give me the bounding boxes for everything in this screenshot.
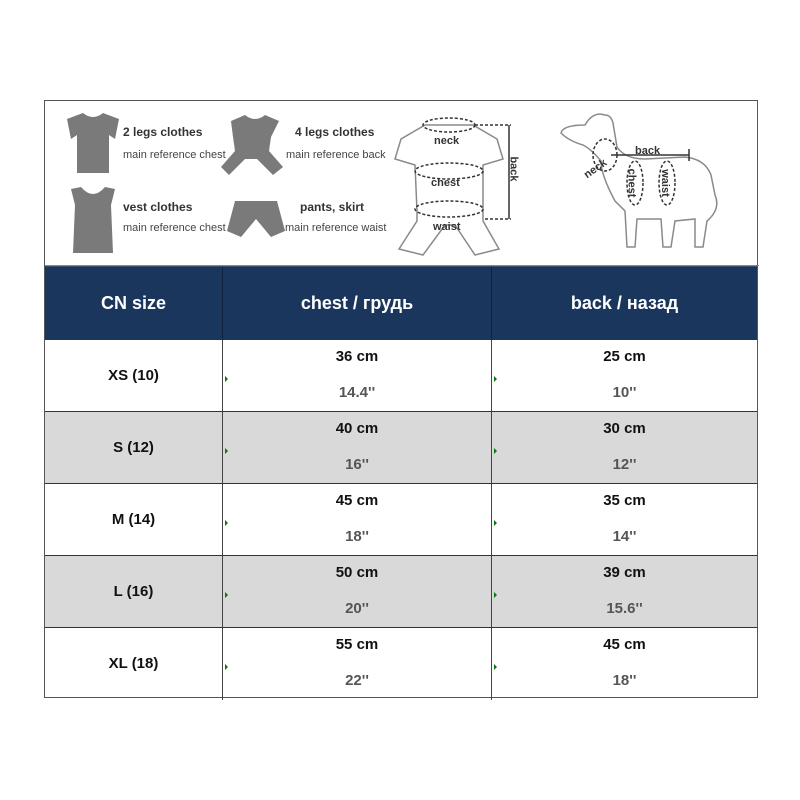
cell-marker <box>225 664 228 670</box>
chest-cell <box>223 484 491 555</box>
type-ref-4legs: main reference back <box>286 149 386 161</box>
jumpsuit-icon <box>221 115 283 175</box>
chest-inch: 14.4'' <box>338 384 376 401</box>
chest-inch: 18'' <box>345 528 369 545</box>
chest-inch: 22'' <box>345 672 369 689</box>
back-inch: 10'' <box>612 384 637 401</box>
cell-marker <box>494 448 497 454</box>
dog-back-label: back <box>635 145 661 157</box>
type-title-pants: pants, skirt <box>300 200 365 214</box>
chest-cm: 55 cm <box>335 636 379 653</box>
table-row <box>45 411 757 483</box>
size-cell: S (12) <box>113 439 154 456</box>
cell-marker <box>225 592 228 598</box>
chest-cm: 50 cm <box>335 564 379 581</box>
type-ref-pants: main reference waist <box>285 222 387 234</box>
type-title-4legs: 4 legs clothes <box>295 125 375 139</box>
back-cell <box>492 340 757 411</box>
type-title-2legs: 2 legs clothes <box>123 125 203 139</box>
header-chest: chest / грудь <box>300 293 414 313</box>
back-cm: 39 cm <box>603 564 646 581</box>
back-inch: 12'' <box>612 456 637 473</box>
chest-cell <box>223 340 491 411</box>
back-cell <box>492 556 757 627</box>
back-cell <box>492 628 757 699</box>
header-size: CN size <box>100 293 167 313</box>
back-cm: 45 cm <box>603 636 646 653</box>
vest-icon <box>71 187 115 253</box>
cell-marker <box>494 664 497 670</box>
chest-cm: 45 cm <box>335 492 379 509</box>
measurement-guide <box>45 101 759 266</box>
back-inch: 14'' <box>612 528 637 545</box>
size-cell: M (14) <box>111 511 156 528</box>
dog-diagram <box>561 114 717 247</box>
back-cm: 25 cm <box>603 348 646 365</box>
back-cm: 30 cm <box>603 420 646 437</box>
cell-marker <box>225 376 228 382</box>
chest-cell <box>223 412 491 483</box>
table-row <box>45 339 757 411</box>
back-cell <box>492 484 757 555</box>
size-cell: XL (18) <box>108 655 159 672</box>
type-ref-2legs: main reference chest <box>123 149 226 161</box>
table-header <box>45 266 757 340</box>
back-cm: 35 cm <box>603 492 646 509</box>
garment-back-label: back <box>507 156 520 182</box>
header-back: back / назад <box>570 293 679 313</box>
dog-waist-label: waist <box>658 169 671 197</box>
chest-cm: 40 cm <box>335 420 379 437</box>
chest-cell <box>223 628 491 699</box>
back-inch: 18'' <box>612 672 637 689</box>
table-row <box>45 555 757 627</box>
size-chart <box>44 100 758 698</box>
chest-cm: 36 cm <box>335 348 379 365</box>
dog-chest-label: chest <box>625 168 638 198</box>
pants-icon <box>227 201 285 237</box>
back-cell <box>492 412 757 483</box>
cell-marker <box>225 520 228 526</box>
size-cell: XS (10) <box>108 367 159 384</box>
garment-chest-label: chest <box>431 177 460 189</box>
back-inch: 15.6'' <box>606 600 643 617</box>
chest-inch: 16'' <box>345 456 369 473</box>
table-row <box>45 627 757 699</box>
dog-neck-label: neck <box>581 156 610 182</box>
chest-inch: 20'' <box>345 600 369 617</box>
type-title-vest: vest clothes <box>123 200 193 214</box>
cell-marker <box>494 376 497 382</box>
chest-cell <box>223 556 491 627</box>
type-ref-vest: main reference chest <box>123 222 226 234</box>
cell-marker <box>494 592 497 598</box>
cell-marker <box>494 520 497 526</box>
size-cell: L (16) <box>113 583 154 600</box>
tshirt-icon <box>67 113 119 173</box>
garment-neck-label: neck <box>434 135 460 147</box>
garment-waist-label: waist <box>433 221 461 233</box>
table-row <box>45 483 757 555</box>
cell-marker <box>225 448 228 454</box>
